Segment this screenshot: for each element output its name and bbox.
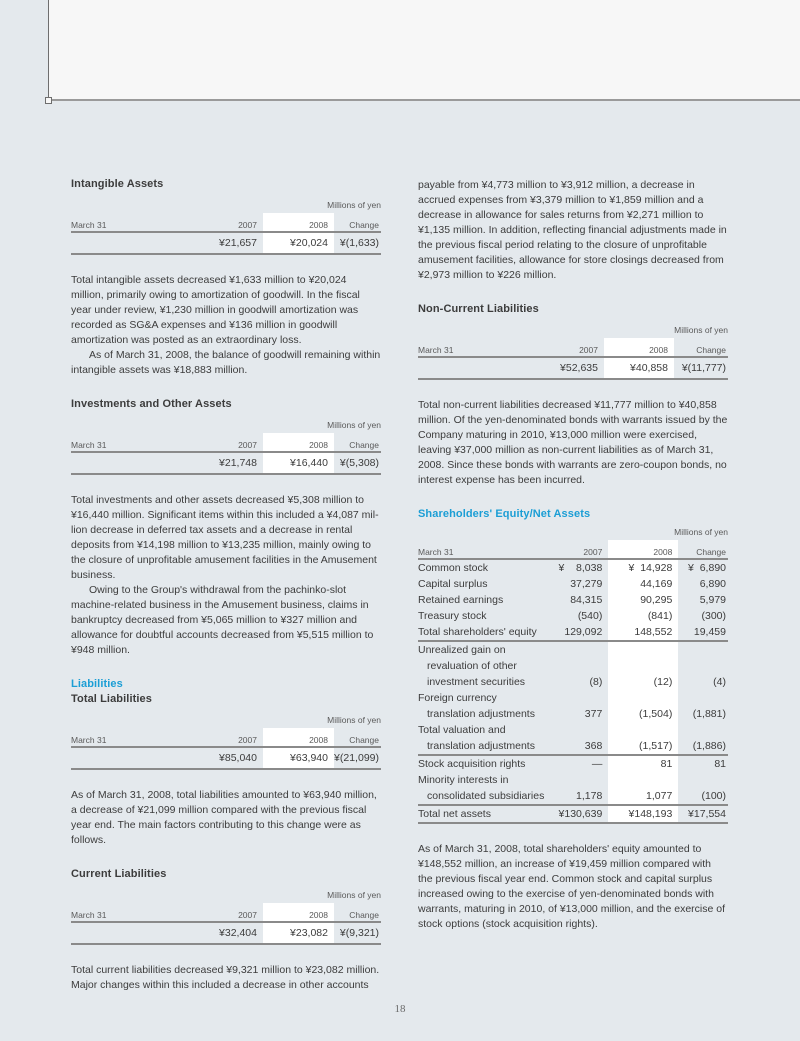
table-row-total-valuation: translation adjustments 368 (1,517) (1,886) (418, 738, 728, 755)
table-row-foreign-currency: translation adjustments 377 (1,504) (1,881) (427, 708, 726, 720)
page-number: 18 (394, 1003, 406, 1015)
right-column (418, 178, 728, 932)
table-current-liabilities: Millions of yen March 31 2007 2008 Change ¥32,404 ¥23,082 ¥(9,321) (71, 886, 381, 945)
table-row-retained-earnings: Retained earnings 84,315 90,295 5,979 (418, 594, 726, 606)
paragraph: Total current liabilities decreased ¥9,321 million to ¥23,082 million. Major changes within this included a decrease in other accounts (71, 964, 380, 991)
table-row: ¥52,635 ¥40,858 ¥(11,777) (418, 357, 728, 379)
left-column (71, 178, 381, 993)
table-row-total-net-assets: Total net assets ¥130,639 ¥148,193 ¥17,554 (418, 805, 728, 823)
table-header: March 31 2007 2008 Change (71, 213, 381, 232)
paragraph: Total investments and other assets decreased ¥5,308 million to ¥16,440 million. Significant items within this included a ¥4,087 mil-lion decrease in deferred tax assets and a decrease in rental deposits from ¥14,198 million to ¥13,235 million, mainly owing to the closure of unprofitable amusement facilities in the Amusement business. (71, 494, 379, 581)
paragraph-continuation: payable from ¥4,773 million to ¥3,912 million, a decrease in accrued expenses from ¥3,379 million to ¥1,859 million and a decrease in allowance for sales returns from ¥2,271 million to ¥1,135 million. In addition, reflecting financial adjustments made in the previous fiscal period relating to the closure of unprofitable amusement facilities, allowance for store closings decreased from ¥2,973 million to ¥226 million. (418, 179, 727, 281)
paragraph: As of March 31, 2008, total shareholders' equity amounted to ¥148,552 million, an increase of ¥19,459 million compared with the previous fiscal year end. Common stock and capital surplus increased owing to the exercise of yen-denominated bonds with warrants, maturing in 2010, of ¥13,000 million, and the exercise of stock options (stock acquisition rights). (418, 843, 726, 930)
table-row: ¥85,040 ¥63,940 ¥(21,099) (71, 747, 381, 769)
paragraph: As of March 31, 2008, total liabilities amounted to ¥63,940 million, a decrease of ¥21,099 million compared with the previous fiscal year end. The main factors contributing to this change were as follows. (71, 789, 377, 846)
table-intangible (71, 196, 381, 255)
unit-label: Millions of yen (327, 199, 381, 210)
section-title-intangible: Intangible Assets (71, 178, 164, 190)
section-heading-equity: Shareholders' Equity/Net Assets (418, 508, 591, 520)
table-non-current-liabilities: Millions of yen March 31 2007 2008 Change ¥52,635 ¥40,858 ¥(11,777) (418, 321, 728, 380)
table-row: ¥21,657 ¥20,024 ¥(1,633) (71, 232, 381, 254)
paragraph: As of March 31, 2008, the balance of goodwill remaining within intangible assets was ¥18,883 million. (71, 349, 381, 376)
table-row-stock-acquisition-rights: Stock acquisition rights — 81 81 (418, 755, 728, 772)
table-row-total-shareholders-equity: Total shareholders' equity 129,092 148,552 19,459 (418, 624, 728, 641)
section-title-investments: Investments and Other Assets (71, 398, 232, 410)
section-title-non-current: Non-Current Liabilities (418, 303, 539, 315)
table-investments: Millions of yen March 31 2007 2008 Change ¥21,748 ¥16,440 ¥(5,308) (71, 416, 381, 475)
table-row-common-stock: Common stock ¥ 8,038 ¥ 14,928 ¥ 6,890 (418, 559, 728, 576)
table-row-treasury-stock: Treasury stock (540) (841) (300) (418, 610, 726, 622)
section-title-total-liabilities: Total Liabilities (71, 693, 152, 705)
table-row: ¥21,748 ¥16,440 ¥(5,308) (71, 452, 381, 474)
table-total-liabilities: Millions of yen March 31 2007 2008 Change ¥85,040 ¥63,940 ¥(21,099) (71, 711, 381, 770)
section-heading-liabilities: Liabilities (71, 678, 123, 690)
paragraph: Total intangible assets decreased ¥1,633 million to ¥20,024 million, primarily owing to amortization of goodwill. In the fiscal year under review, ¥1,230 million in goodwill amortization was recorded as SG&A expenses and ¥136 million in goodwill amortization was posted as an extraordinary loss. (71, 274, 360, 346)
table-row: ¥32,404 ¥23,082 ¥(9,321) (71, 922, 381, 944)
frame-corner-marker (45, 97, 52, 104)
table-row-capital-surplus: Capital surplus 37,279 44,169 6,890 (418, 578, 726, 590)
table-row-unrealized-gain: investment securities (8) (12) (4) (427, 676, 726, 688)
table-equity: Millions of yen March 31 2007 2008 Change Common stock ¥ 8,038 ¥ 14,928 ¥ 6,890 Capital surplus 37,279 44,169 6,890 Retained earnings 84,315 90,295 5,979 Treasury stock (540) (841) (300) Total shareholders' equity 129,092 148,552 19,459 Unrealized gain on revaluation of other investment securities (8) (12) (4) Foreign currency translation adjustments 377 (1,504) (1,881) Total valuation and translation adjustments 368 (1,517) (1,886) Stock acquisition rights — 81 81 Minority interests in consolidated subsidiaries 1,178 1,077 (100) Total net assets ¥130,639 ¥148,193 ¥17,554 (418, 523, 728, 824)
paragraph: Owing to the Group's withdrawal from the pachinko-slot machine-related business in the Amusement business, claims in bankruptcy decreased from ¥5,065 million to ¥327 million and allowance for doubtful accounts decreased from ¥5,515 million to ¥948 million. (71, 584, 374, 656)
table-row-minority-interests: consolidated subsidiaries 1,178 1,077 (100) (418, 788, 728, 805)
header-frame (48, 0, 800, 101)
paragraph: Total non-current liabilities decreased ¥11,777 million to ¥40,858 million. Of the yen-denominated bonds with warrants issued by the Company maturing in 2010, ¥13,000 million were exercised, leaving ¥37,000 million as non-current liabilities as of March 31, 2008. Since these bonds with warrants are zero-coupon bonds, no interest expense has been incurred. (418, 399, 728, 486)
section-title-current-liabilities: Current Liabilities (71, 868, 167, 880)
